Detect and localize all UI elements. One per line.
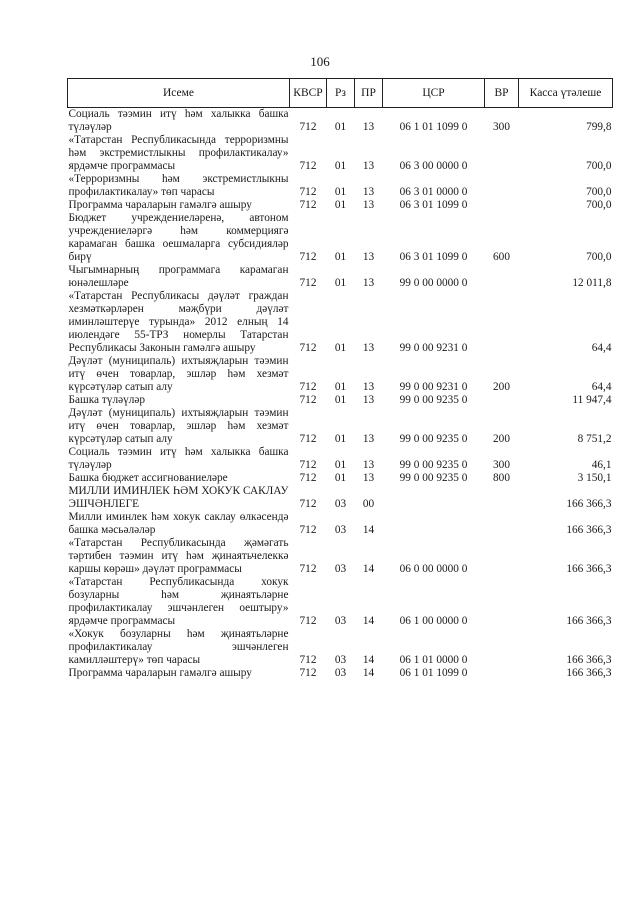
row-rz: 01 [334,251,347,263]
row-kvsr: 712 [299,498,317,510]
table-row [68,485,613,511]
row-vr [485,199,519,212]
row-name: «Терроризмны һәм экстремистлыкны профилактикалау» төп чарасы [68,173,289,198]
row-vr: 200 [493,433,510,445]
row-pr: 13 [362,433,375,445]
table-header [68,79,613,108]
row-pr: 13 [362,160,375,172]
row-vr: 300 [493,459,510,471]
row-rz: 01 [334,433,347,445]
table-row [68,199,613,212]
row-sum: 11 947,4 [572,394,612,406]
row-sum: 700,0 [586,186,612,198]
row-name: «Татарстан Республикасы дәүләт граждан хезмәткәрләрен мәҗбүри дәүләт иминләштерүе турында» 2012 елның 14 июлендәге 55-ТРЗ номерлы Татарстан Республикасы Законын гамәлгә ашыру [68,290,289,354]
row-vr [485,667,519,680]
row-kvsr: 712 [299,381,317,393]
row-vr [485,485,519,511]
row-name: Дәүләт (муниципаль) ихтыяҗларын тәэмин итү өчен товарлар, эшләр һәм хезмәт күрсәтүләр сатып алу [68,407,289,445]
table-row [68,537,613,576]
row-sum: 8 751,2 [577,433,612,445]
row-kvsr: 712 [299,277,317,289]
row-name: «Хокук бозуларны һәм җинаятьләрне профилактикалау эшчәнлеген камилләштерү» төп чарасы [68,628,289,666]
row-rz: 03 [334,524,347,536]
row-csr: 99 0 00 9235 0 [399,459,468,471]
row-sum: 166 366,3 [566,615,612,627]
table-row [68,108,613,135]
row-vr [485,537,519,576]
row-rz: 03 [334,498,347,510]
row-name: Социаль тәэмин итү һәм халыкка башка түләүләр [68,446,289,471]
row-rz: 01 [334,381,347,393]
row-csr: 99 0 00 9231 0 [399,381,468,393]
row-rz: 01 [334,160,347,172]
row-kvsr: 712 [299,524,317,536]
row-pr: 14 [362,524,375,536]
header-kassa: Касса үтәлеше [519,79,613,108]
table-row [68,407,613,446]
row-sum: 700,0 [586,251,612,263]
row-pr: 13 [362,199,375,211]
row-pr: 13 [362,251,375,263]
row-name: МИЛЛИ ИМИНЛЕК ҺӘМ ХОКУК САКЛАУ ЭШЧӘНЛЕГЕ [68,485,289,510]
table-row [68,472,613,485]
row-sum: 166 366,3 [566,563,612,575]
row-rz: 01 [334,342,347,354]
row-kvsr: 712 [299,121,317,133]
row-kvsr: 712 [299,667,317,679]
row-rz: 03 [334,615,347,627]
row-kvsr: 712 [299,459,317,471]
row-name: Башка түләүләр [68,394,146,406]
row-name: «Татарстан Республикасында җәмәгать тәртибен тәэмин итү һәм җинаятьчелеккә каршы көрәш» дәүләт программасы [68,537,289,575]
row-pr: 00 [362,498,375,510]
row-csr: 06 3 01 1099 0 [399,199,468,211]
row-rz: 01 [334,277,347,289]
row-vr [485,134,519,173]
row-csr: 99 0 00 9235 0 [399,433,468,445]
page-number: 106 [310,54,330,69]
row-rz: 01 [334,199,347,211]
row-sum: 166 366,3 [566,667,612,679]
row-vr [485,576,519,628]
budget-table [67,78,613,680]
row-sum: 64,4 [591,342,612,354]
header-rz: Рз [327,79,355,108]
table-row [68,290,613,355]
row-csr: 06 1 00 0000 0 [399,615,468,627]
table-row [68,511,613,537]
row-name: Башка бюджет ассигнованиеләре [68,472,228,484]
row-name: Программа чараларын гамәлгә ашыру [68,667,252,679]
row-vr [485,173,519,199]
row-kvsr: 712 [299,563,317,575]
row-pr: 13 [362,394,375,406]
row-name: «Татарстан Республикасында терроризмны һәм экстремистлыкны профилактикалау» ярдәмче программасы [68,134,289,172]
row-pr: 13 [362,381,375,393]
row-rz: 01 [334,394,347,406]
row-kvsr: 712 [299,199,317,211]
row-vr: 200 [493,381,510,393]
row-sum: 700,0 [586,160,612,172]
row-name: Дәүләт (муниципаль) ихтыяҗларын тәэмин итү өчен товарлар, эшләр һәм хезмәт күрсәтүләр сатып алу [68,355,289,393]
row-pr: 14 [362,667,375,679]
row-pr: 14 [362,615,375,627]
row-kvsr: 712 [299,160,317,172]
row-name: Программа чараларын гамәлгә ашыру [68,199,252,211]
row-sum: 64,4 [591,381,612,393]
row-csr: 06 1 01 1099 0 [399,121,468,133]
header-pr: ПР [355,79,383,108]
row-sum: 700,0 [586,199,612,211]
table-row [68,667,613,680]
row-csr: 06 3 00 0000 0 [399,160,468,172]
row-vr: 800 [493,472,510,484]
table-row [68,576,613,628]
row-sum: 799,8 [586,121,612,133]
header-name: Исеме [68,79,290,108]
table-row [68,394,613,407]
row-kvsr: 712 [299,394,317,406]
row-name: «Татарстан Республикасында хокук бозуларны һәм җинаятьләрне профилактикалау эшчәнлеген оештыру» ярдәмче программасы [68,576,289,627]
row-name: Социаль тәэмин итү һәм халыкка башка түләүләр [68,108,289,133]
table-row [68,134,613,173]
row-pr: 13 [362,277,375,289]
row-csr: 99 0 00 9231 0 [399,342,468,354]
header-kvsr: КВСР [290,79,327,108]
row-csr: 06 3 01 0000 0 [399,186,468,198]
row-kvsr: 712 [299,615,317,627]
row-sum: 46,1 [591,459,612,471]
row-csr [383,485,485,511]
row-rz: 03 [334,654,347,666]
table-body [68,108,613,681]
row-pr: 14 [362,654,375,666]
row-vr [485,264,519,290]
row-rz: 01 [334,186,347,198]
row-sum: 3 150,1 [577,472,612,484]
row-rz: 03 [334,563,347,575]
row-csr: 06 0 00 0000 0 [399,563,468,575]
row-rz: 01 [334,121,347,133]
row-name: Чыгымнарның программага карамаган юнәлешләре [68,264,289,289]
table-row [68,628,613,667]
row-vr [485,290,519,355]
row-pr: 13 [362,121,375,133]
row-kvsr: 712 [299,654,317,666]
row-vr [485,628,519,667]
header-csr: ЦСР [383,79,485,108]
row-pr: 14 [362,563,375,575]
row-vr: 300 [493,121,510,133]
row-sum: 166 366,3 [566,498,612,510]
row-pr: 13 [362,342,375,354]
row-name: Бюджет учреждениеләренә, автоном учреждениеләргә һәм коммерциягә карамаган башка оешмаларга субсидияләр бирү [68,212,289,263]
row-rz: 01 [334,459,347,471]
table-row [68,212,613,264]
row-pr: 13 [362,472,375,484]
row-vr [485,394,519,407]
row-pr: 13 [362,459,375,471]
row-rz: 03 [334,667,347,679]
table-row [68,446,613,472]
table-row [68,264,613,290]
row-csr: 99 0 00 9235 0 [399,394,468,406]
row-pr: 13 [362,186,375,198]
row-vr [485,511,519,537]
row-csr [383,511,485,537]
header-vr: ВР [485,79,519,108]
row-csr: 06 1 01 0000 0 [399,654,468,666]
row-kvsr: 712 [299,251,317,263]
row-csr: 06 1 01 1099 0 [399,667,468,679]
row-sum: 12 011,8 [572,277,612,289]
row-csr: 06 3 01 1099 0 [399,251,468,263]
row-kvsr: 712 [299,472,317,484]
row-kvsr: 712 [299,342,317,354]
row-csr: 99 0 00 9235 0 [399,472,468,484]
row-csr: 99 0 00 0000 0 [399,277,468,289]
row-rz: 01 [334,472,347,484]
row-name: Милли иминлек һәм хокук саклау өлкәсендә башка мәсьәләләр [68,511,289,536]
table-row [68,355,613,394]
row-kvsr: 712 [299,433,317,445]
row-vr: 600 [493,251,510,263]
table-row [68,173,613,199]
row-sum: 166 366,3 [566,524,612,536]
row-kvsr: 712 [299,186,317,198]
row-sum: 166 366,3 [566,654,612,666]
